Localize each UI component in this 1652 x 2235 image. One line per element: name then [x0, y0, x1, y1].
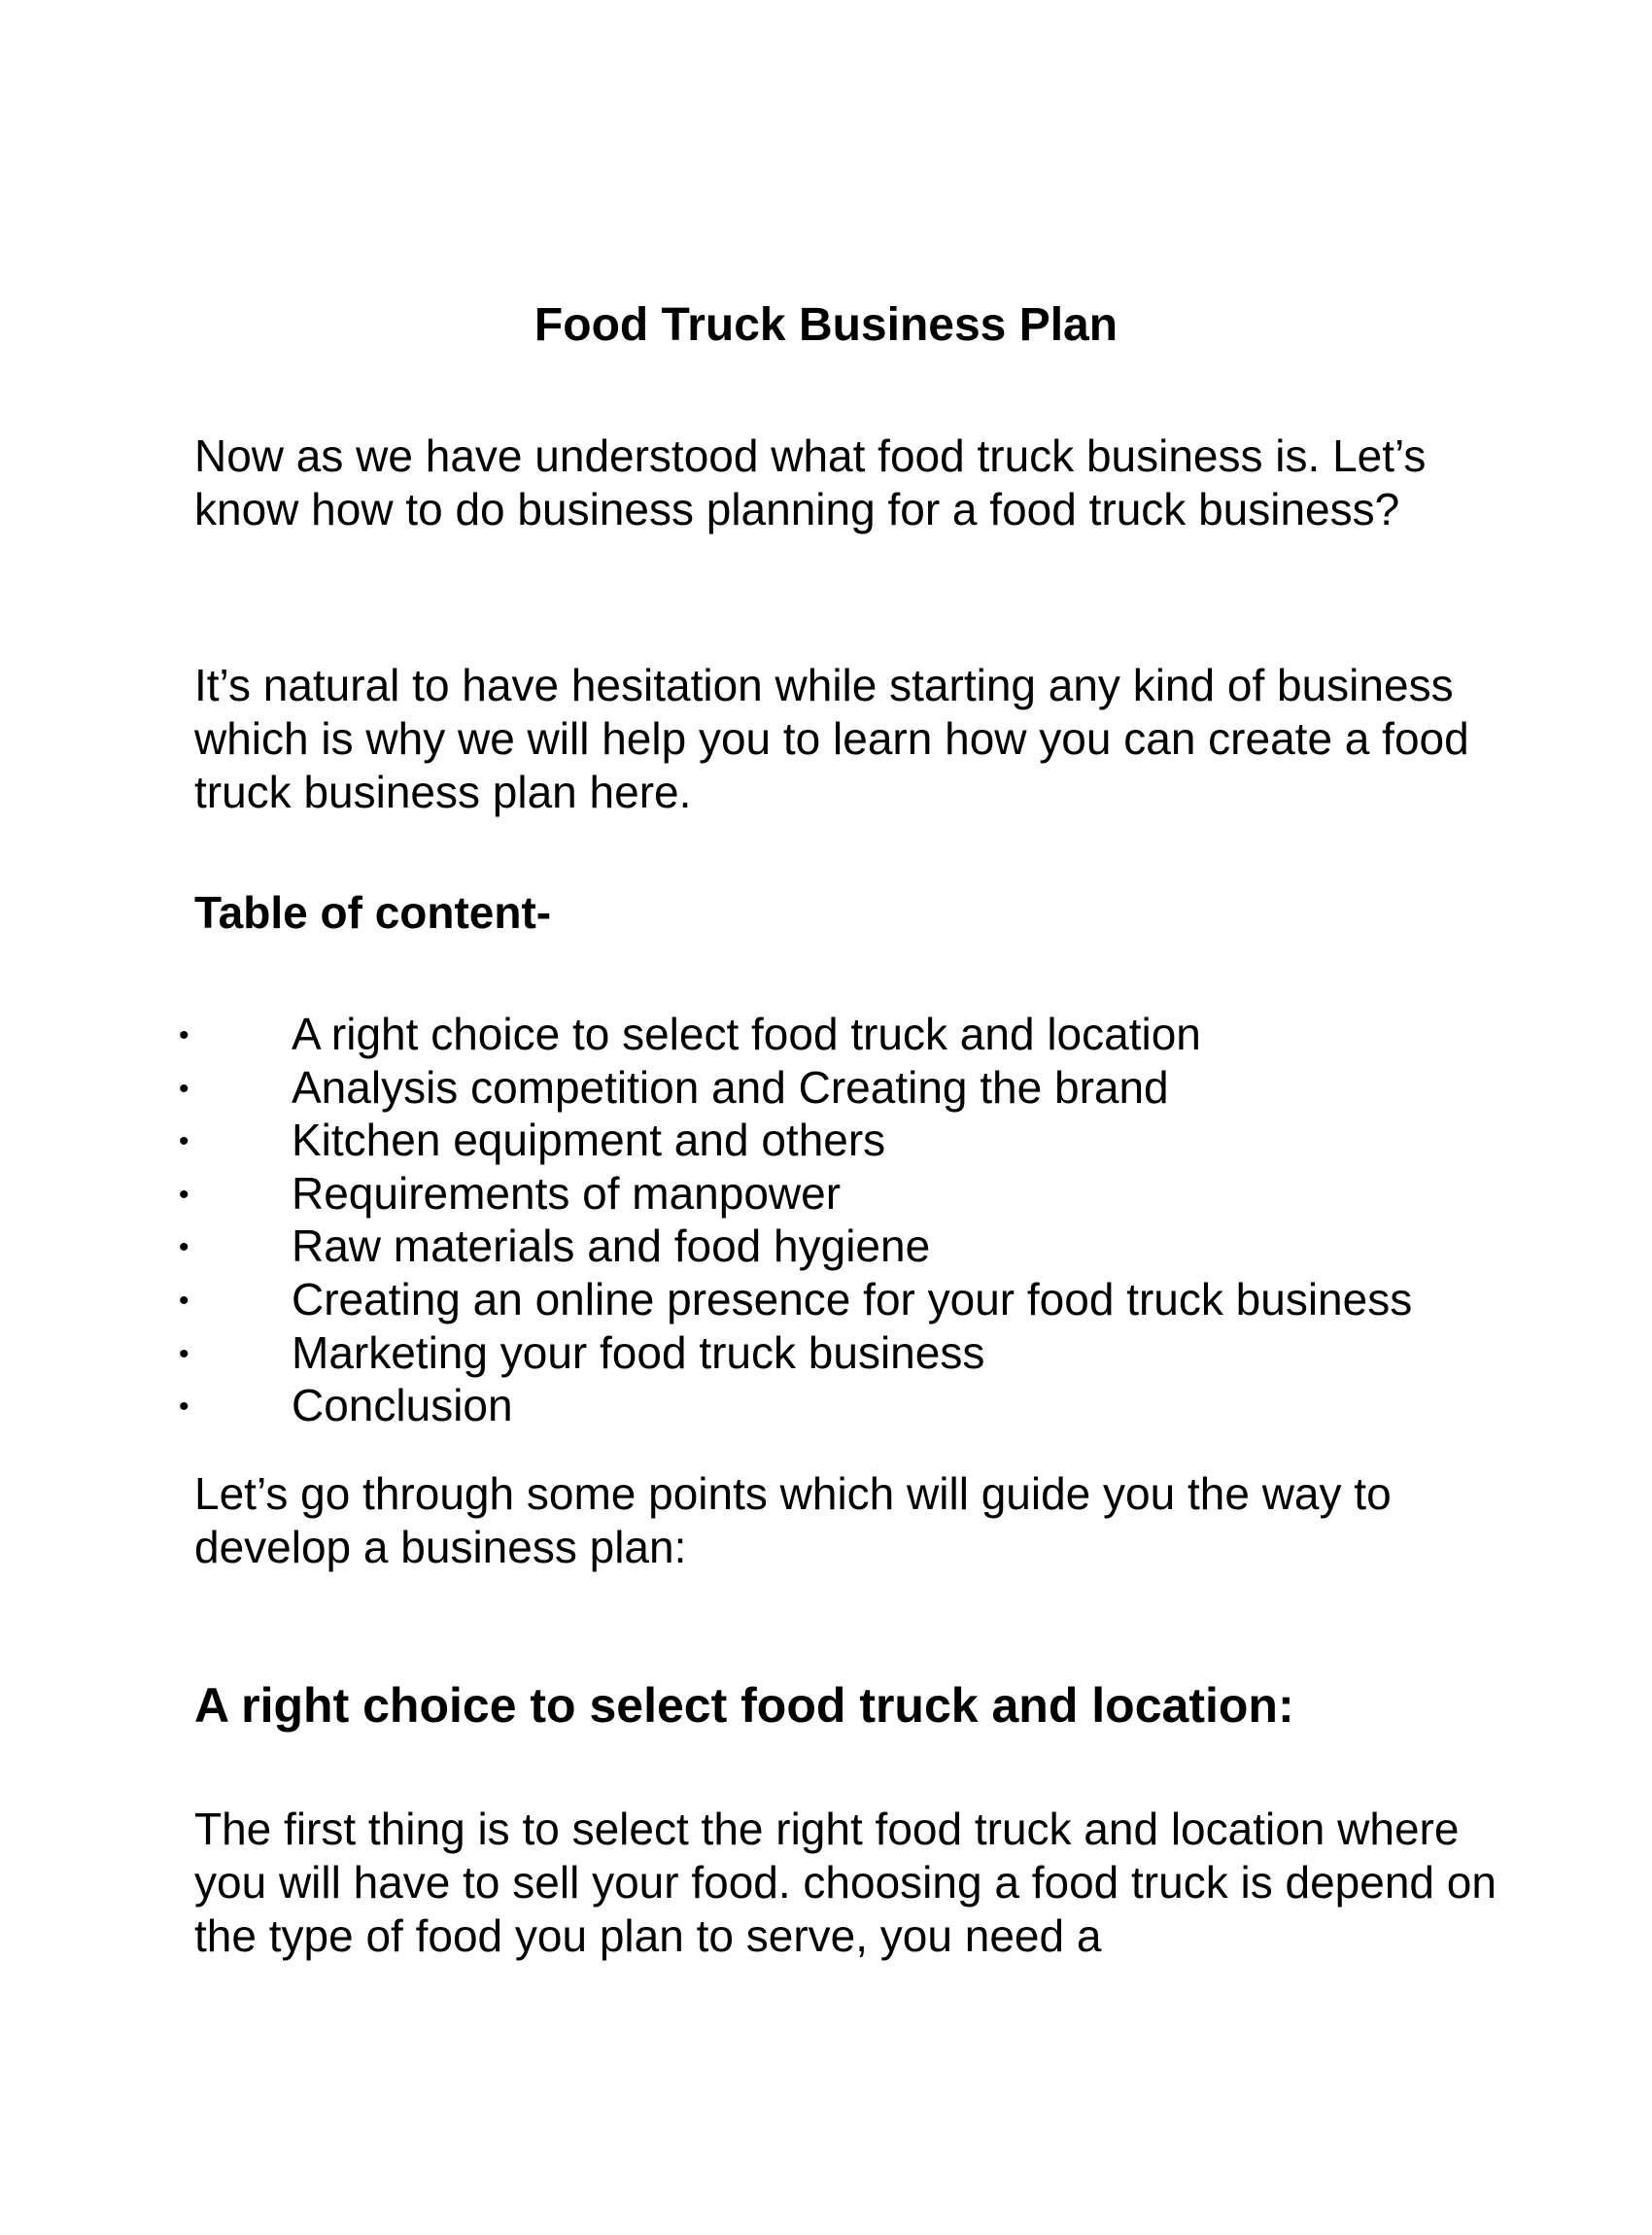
toc-item — [0, 1379, 1652, 1432]
section-heading: A right choice to select food truck and location: — [194, 1678, 1294, 1733]
toc-item — [0, 1220, 1652, 1273]
intro-paragraph-2: It’s natural to have hesitation while starting any kind of business which is why we will help you to learn how you can create a food truck business plan here. — [194, 660, 1469, 817]
section-paragraph: The first thing is to select the right food truck and location where you will have to sell your food. choosing a food truck is depend on the type of food you plan to serve, you need a — [194, 1804, 1497, 1961]
toc-item — [0, 1061, 1652, 1115]
toc-item-label: Creating an online presence for your food truck business — [292, 1273, 1413, 1324]
bullet-icon: • — [179, 1337, 189, 1370]
toc-item-label: Analysis competition and Creating the brand — [292, 1061, 1169, 1113]
toc-item-label: A right choice to select food truck and location — [292, 1009, 1201, 1059]
document-title: Food Truck Business Plan — [533, 299, 1119, 351]
toc-item-label: Raw materials and food hygiene — [292, 1221, 931, 1272]
toc-item-label: Requirements of manpower — [292, 1167, 842, 1219]
toc-item — [0, 1326, 1652, 1380]
bullet-icon: • — [179, 1284, 189, 1317]
toc-list — [0, 1008, 1652, 1432]
intro-paragraph-1: Now as we have understood what food truck business is. Let’s know how to do business planning for a food truck business? — [194, 430, 1427, 534]
toc-item — [0, 1273, 1652, 1326]
toc-item — [0, 1167, 1652, 1221]
toc-item — [0, 1114, 1652, 1167]
bullet-icon: • — [179, 1125, 189, 1158]
toc-item-label: Marketing your food truck business — [292, 1326, 985, 1378]
bullet-icon: • — [179, 1178, 189, 1211]
bullet-icon: • — [179, 1072, 189, 1105]
bullet-icon: • — [179, 1231, 189, 1264]
guide-paragraph: Let’s go through some points which will guide you the way to develop a business plan: — [194, 1468, 1392, 1572]
toc-heading: Table of content- — [194, 887, 552, 938]
toc-item-label: Kitchen equipment and others — [292, 1115, 886, 1166]
toc-item — [0, 1008, 1652, 1061]
toc-item-label: Conclusion — [292, 1380, 513, 1431]
bullet-icon: • — [179, 1019, 189, 1051]
bullet-icon: • — [179, 1391, 189, 1424]
